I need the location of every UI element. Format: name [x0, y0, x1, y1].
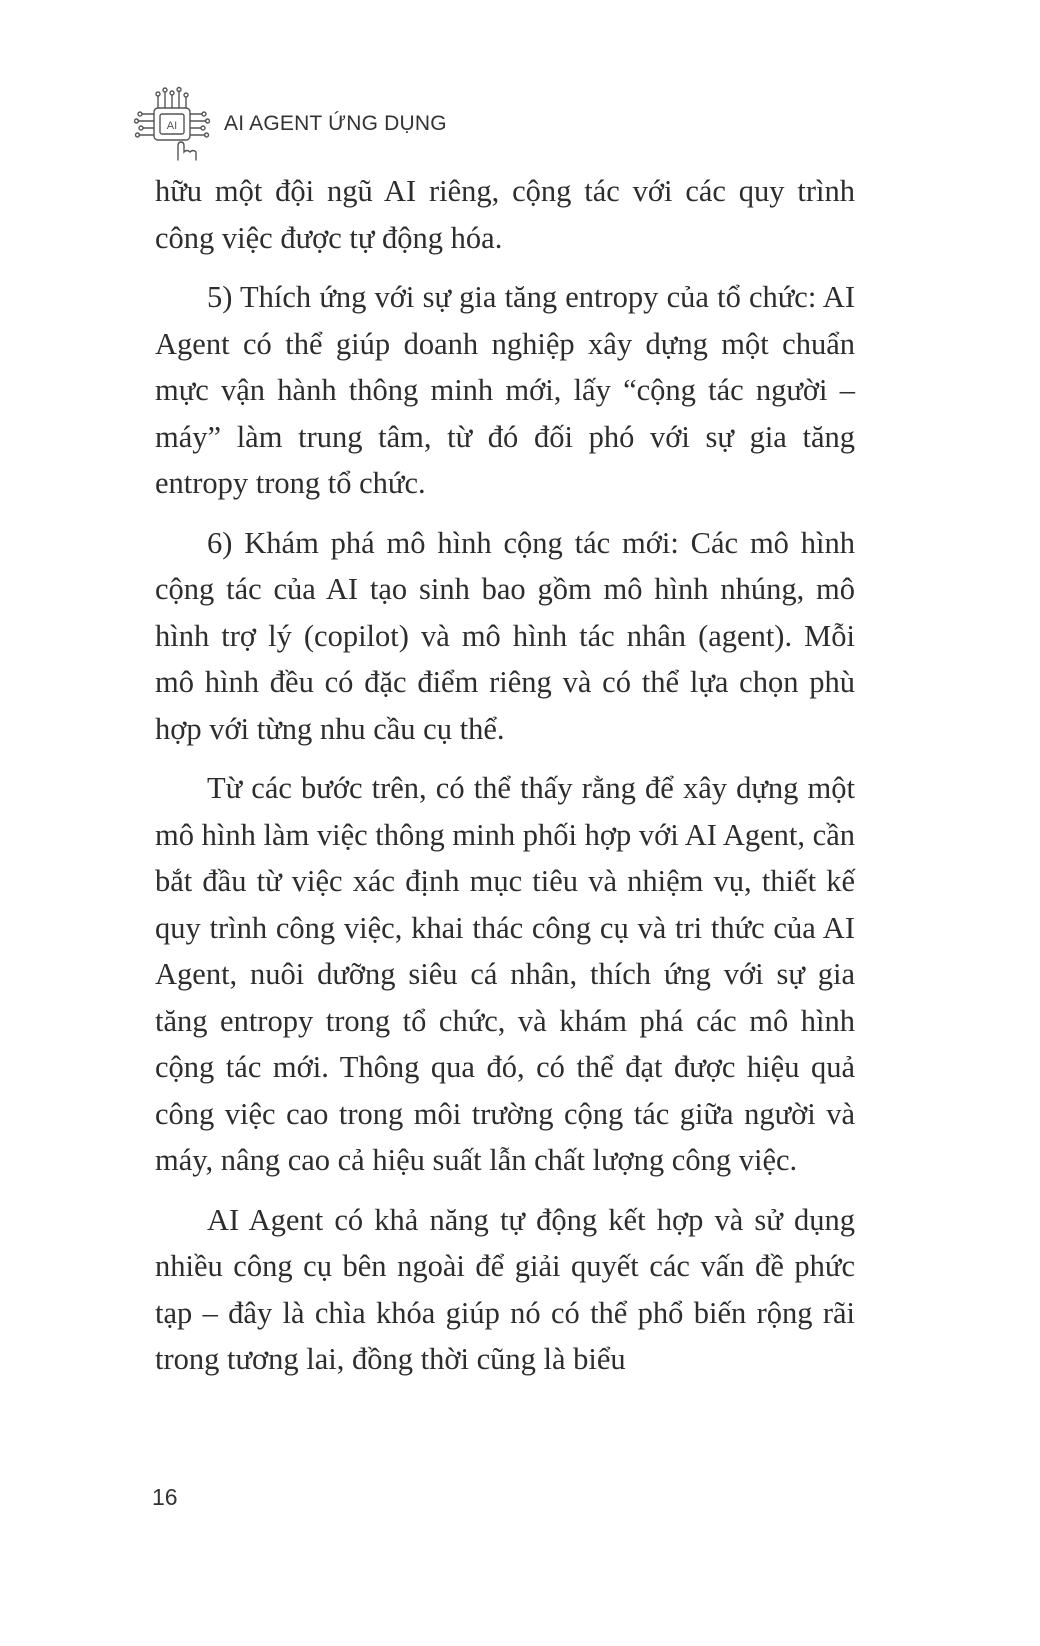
- paragraph: 6) Khám phá mô hình cộng tác mới: Các mô hình cộng tác của AI tạo sinh bao gồm mô hình nhúng, mô hình trợ lý (copilot) và mô hình tác nhân (agent). Mỗi mô hình đều có đặc điểm riêng và có thể lựa chọn phù hợp với từng nhu cầu cụ thể.: [155, 525, 855, 746]
- page-number: 16: [152, 1484, 178, 1510]
- svg-text:AI: AI: [166, 120, 178, 132]
- paragraph: hữu một đội ngũ AI riêng, cộng tác với các quy trình công việc được tự động hóa.: [155, 174, 855, 255]
- paragraph: 5) Thích ứng với sự gia tăng entropy của tổ chức: AI Agent có thể giúp doanh nghiệp xây dựng một chuẩn mực vận hành thông minh mới, lấy “cộng tác người – máy” làm trung tâm, từ đó đối phó với sự gia tăng entropy trong tổ chức.: [155, 280, 855, 500]
- running-title: AI AGENT ỨNG DỤNG: [224, 112, 447, 135]
- paragraph: Từ các bước trên, có thể thấy rằng để xây dựng một mô hình làm việc thông minh phối hợp với AI Agent, cần bắt đầu từ việc xác định mục tiêu và nhiệm vụ, thiết kế quy trình công việc, khai thác công cụ và tri thức của AI Agent, nuôi dưỡng siêu cá nhân, thích ứng với sự gia tăng entropy trong tổ chức, và khám phá các mô hình cộng tác mới. Thông qua đó, có thể đạt được hiệu quả công việc cao trong môi trường cộng tác giữa người và máy, nâng cao cả hiệu suất lẫn chất lượng công việc.: [155, 771, 855, 1177]
- running-header: [134, 86, 447, 162]
- body-text: [155, 168, 855, 1396]
- ai-chip-hand-icon: [134, 86, 210, 162]
- paragraph: AI Agent có khả năng tự động kết hợp và sử dụng nhiều công cụ bên ngoài để giải quyết các vấn đề phức tạp – đây là chìa khóa giúp nó có thể phổ biến rộng rãi trong tương lai, đồng thời cũng là biểu: [155, 1202, 855, 1376]
